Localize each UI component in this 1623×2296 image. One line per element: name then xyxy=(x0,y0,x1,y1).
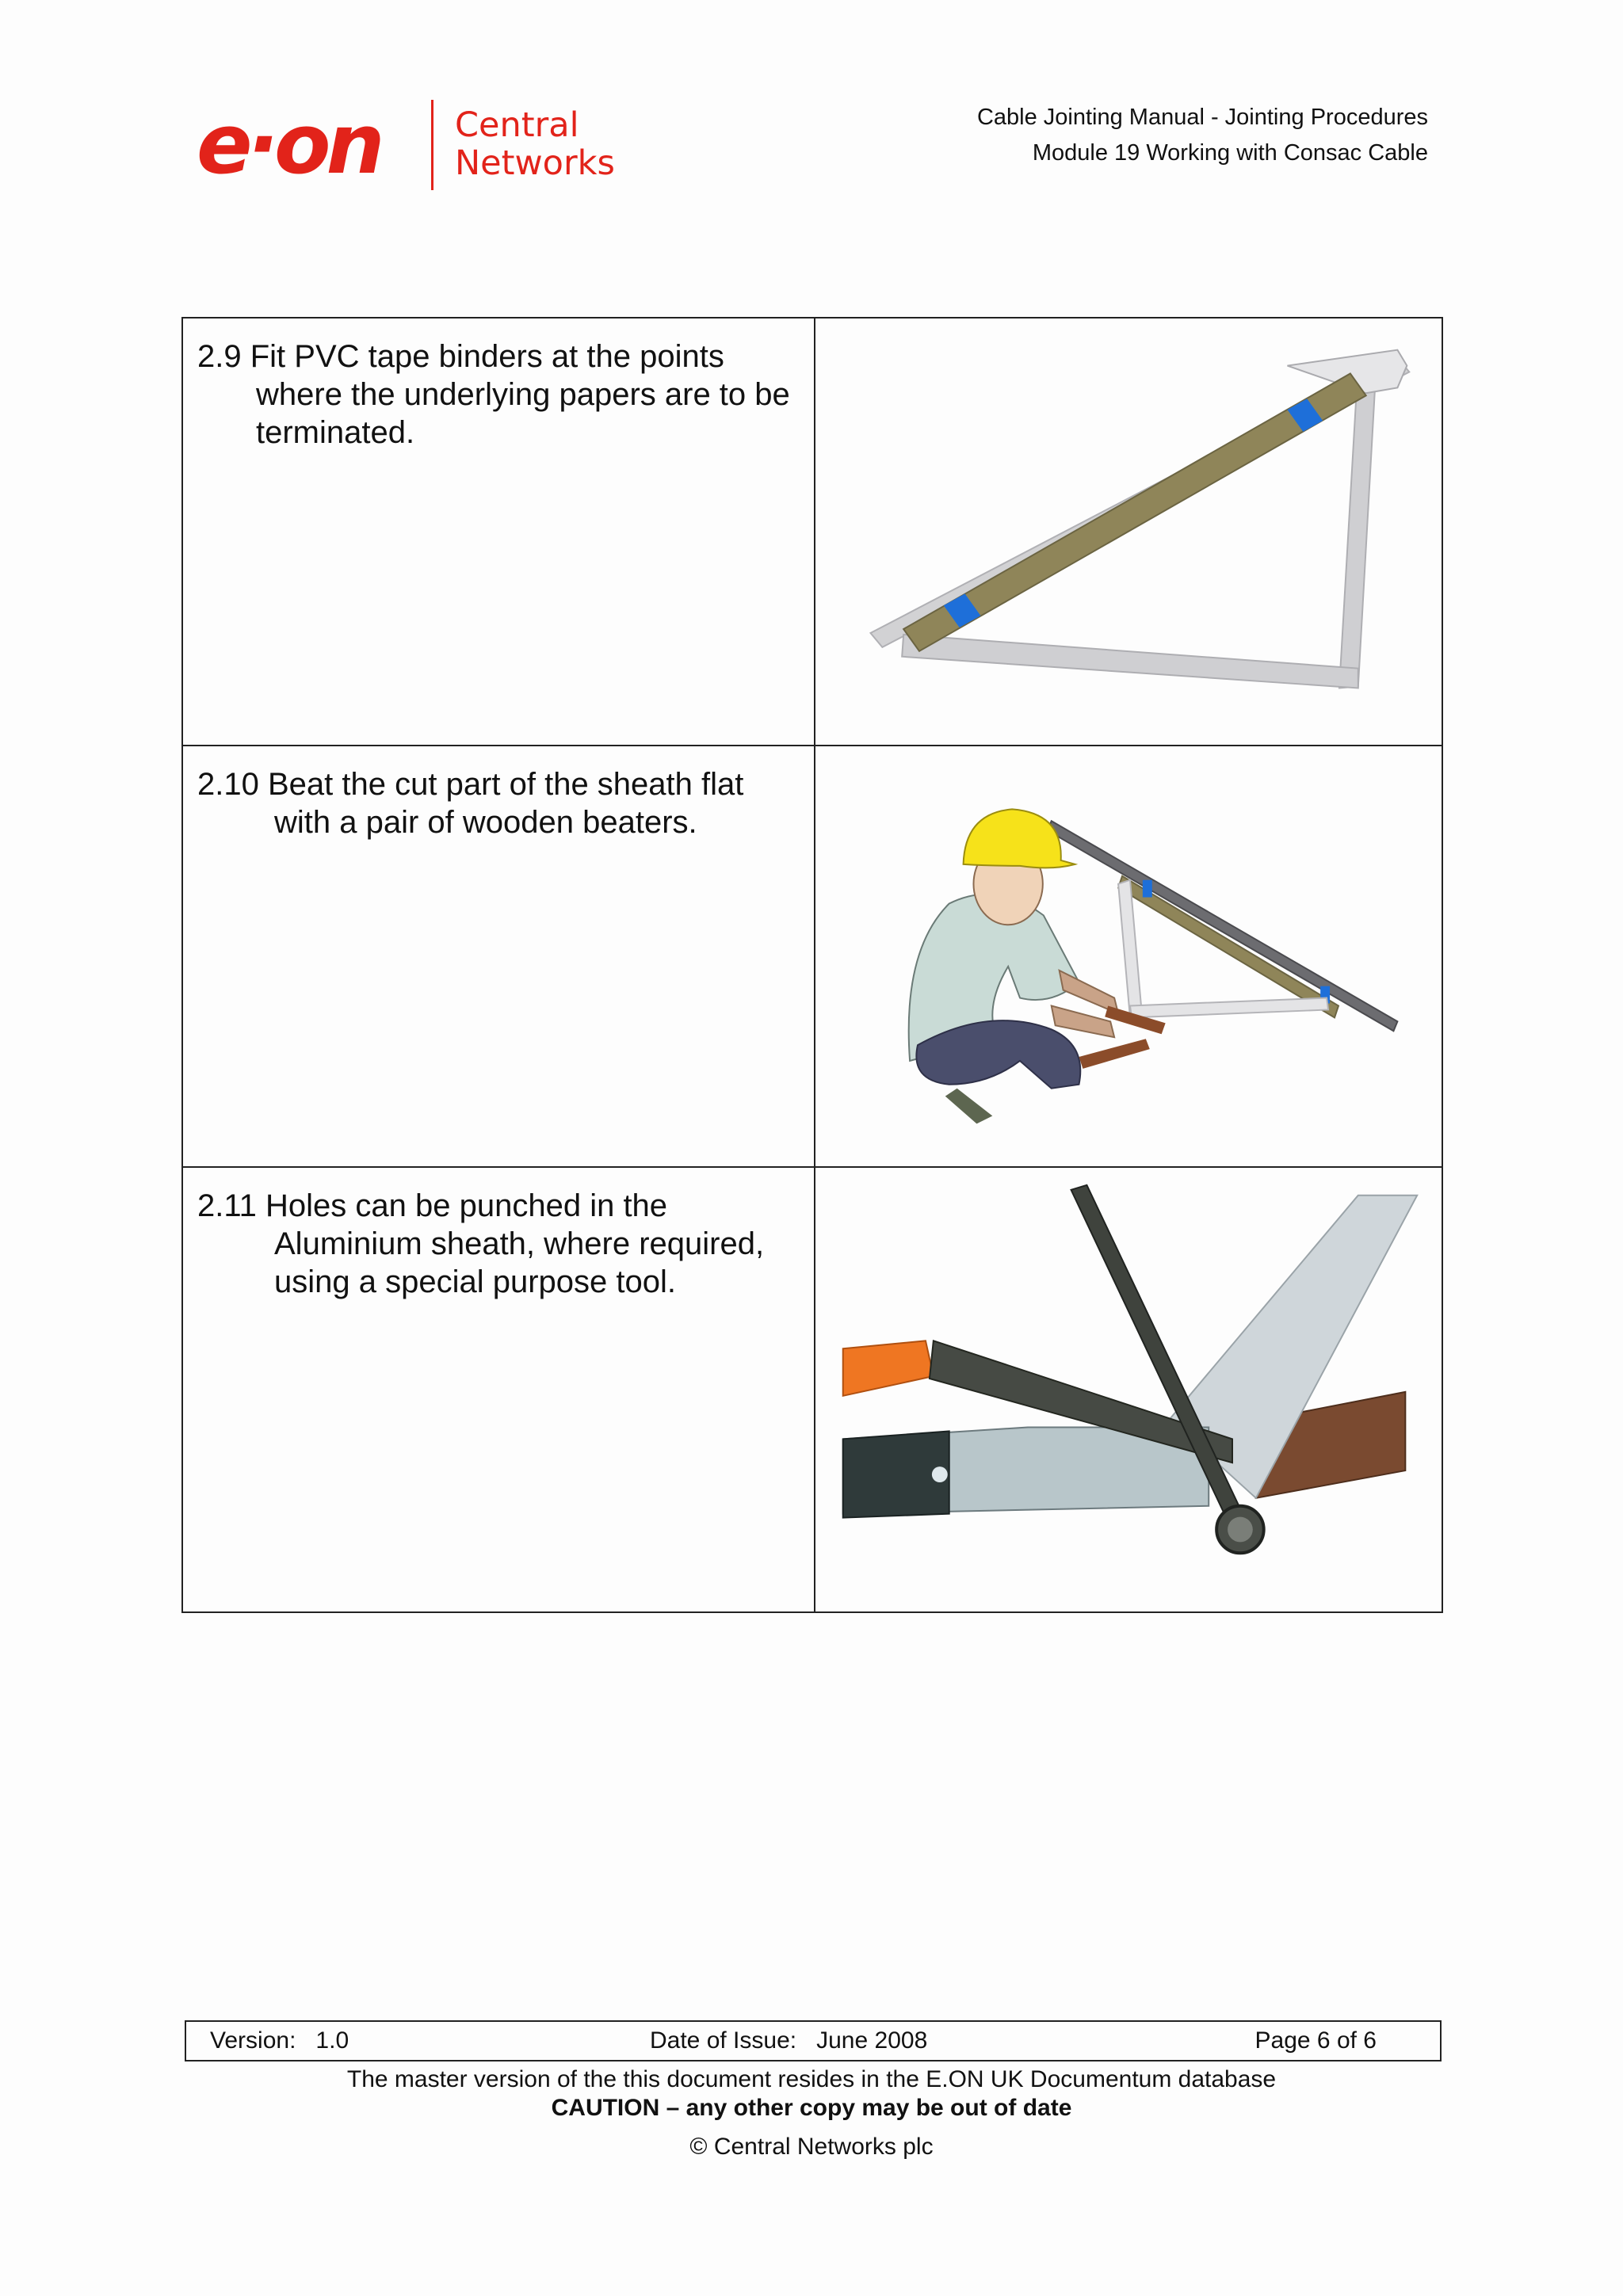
worker-boot xyxy=(945,1089,993,1124)
logo-brand: e·on xyxy=(197,96,380,193)
step-row xyxy=(182,746,1442,1167)
step-text xyxy=(183,318,814,452)
master-version-note: The master version of the this document resides in the E.ON UK Documentum database xyxy=(346,2066,1277,2092)
flattened-sheath-base xyxy=(1130,998,1328,1018)
footer-info-box xyxy=(185,2020,1442,2061)
metal-sheath-vertical xyxy=(1339,379,1376,688)
issue-date: June 2008 xyxy=(816,2027,928,2054)
step-description: Holes can be punched in the Aluminium sheath, where required, using a special purpose tool. xyxy=(265,1188,765,1299)
illustration-tape-binders xyxy=(815,318,1442,742)
version-info xyxy=(210,2022,349,2060)
step-number: 2.10 xyxy=(197,767,259,802)
tape-binder-icon xyxy=(1143,880,1152,898)
logo-division-line2: Networks xyxy=(455,143,615,183)
module-title: Module 19 Working with Consac Cable xyxy=(1032,140,1428,166)
logo-division-line1: Central xyxy=(455,105,579,145)
issue-label: Date of Issue: xyxy=(650,2027,797,2054)
oil-paper xyxy=(1118,876,1338,1018)
metal-sheath-bottom xyxy=(902,635,1358,688)
issue-info xyxy=(650,2022,927,2060)
hard-hat-icon xyxy=(964,809,1075,868)
step-row xyxy=(182,1167,1442,1612)
highlight xyxy=(932,1466,948,1482)
doc-title: Cable Jointing Manual - Jointing Procedures xyxy=(976,105,1428,130)
worker-hand xyxy=(1052,1006,1114,1038)
step-description: Beat the cut part of the sheath flat with a pair of wooden beaters. xyxy=(267,767,744,840)
procedure-steps-table xyxy=(181,317,1443,1613)
step-row xyxy=(182,318,1442,746)
eon-logo xyxy=(197,96,615,193)
wooden-beater-icon xyxy=(1079,1039,1149,1069)
document-header xyxy=(977,100,1428,171)
logo-divider xyxy=(431,100,433,190)
step-number: 2.9 xyxy=(197,339,242,374)
step-text xyxy=(183,746,814,841)
copyright: © Central Networks plc xyxy=(689,2134,934,2160)
step-number: 2.11 xyxy=(197,1188,257,1223)
illustration-beating-sheath xyxy=(815,746,1442,1163)
page-number: Page 6 of 6 xyxy=(1254,2027,1377,2054)
step-text xyxy=(183,1168,814,1301)
version-value: 1.0 xyxy=(315,2027,349,2054)
illustration-hole-punching xyxy=(815,1168,1442,1608)
caution-note: CAUTION – any other copy may be out of date xyxy=(551,2095,1072,2121)
punch-die-bore xyxy=(1228,1517,1253,1543)
tool-handle-sleeve xyxy=(843,1341,934,1395)
version-label: Version: xyxy=(210,2027,296,2054)
step-description: Fit PVC tape binders at the points where the underlying papers are to be terminated. xyxy=(250,339,790,450)
